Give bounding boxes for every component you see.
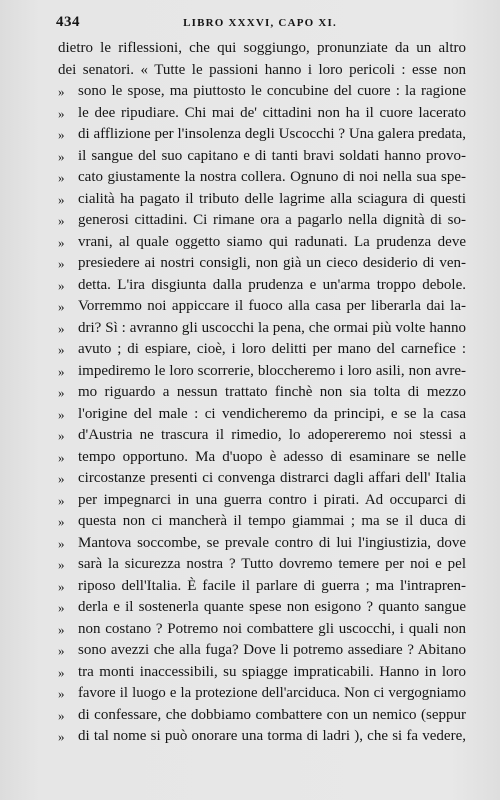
text-line (58, 253, 466, 275)
line-text: Vorremmo noi appiccare il fuoco alla casa per liberarla dai la- (78, 298, 466, 314)
line-text: sono avezzi che alla fuga? Dove li potremo assediare ? Abitano (78, 642, 466, 658)
line-text: derla e il sostenerla quante spese non esigono ? quanto sangue (78, 599, 466, 615)
line-text: di tal nome si può onorare una torma di ladri ), che si fa vedere, (78, 728, 466, 744)
quote-mark: » (58, 213, 65, 228)
line-text: impediremo le loro scorrerie, bloccheremo i loro asili, non avre- (78, 362, 466, 379)
quote-mark: » (58, 600, 65, 615)
quote-mark: » (58, 320, 65, 336)
text-line (58, 38, 466, 60)
quote-mark: » (58, 191, 65, 207)
text-line (58, 597, 466, 619)
line-text: dei senatori. « Tutte le passioni hanno i loro pericoli : esse non (58, 61, 466, 78)
text-line (58, 533, 466, 555)
quote-mark: » (58, 514, 65, 529)
text-line (58, 167, 466, 189)
text-line (58, 60, 466, 82)
quote-mark: » (58, 277, 65, 293)
text-line (58, 210, 466, 232)
line-text: riposo dell'Italia. È facile il parlare di guerra ; ma l'intrapren- (78, 577, 466, 594)
line-text: non costano ? Potremo noi combattere gli uscocchi, i quali non (78, 620, 466, 637)
line-text: tempo opportuno. Ma d'uopo è adesso di esaminare se nelle (78, 448, 466, 465)
quote-mark: » (58, 84, 65, 99)
text-line (58, 576, 466, 598)
quote-mark: » (58, 363, 65, 379)
text-line (58, 640, 466, 662)
text-line (58, 554, 466, 576)
page-header (56, 14, 464, 34)
quote-mark: » (58, 406, 65, 422)
line-text: il sangue del suo capitano e di tanti bravi soldati hanno provo- (78, 147, 466, 164)
quote-mark: » (58, 449, 65, 465)
quote-mark: » (58, 664, 65, 680)
line-text: di confessare, che dobbiamo combattere con un nemico (seppur (78, 706, 466, 723)
quote-mark: » (58, 385, 65, 400)
quote-mark: » (58, 256, 65, 271)
text-line (58, 339, 466, 361)
quote-mark: » (58, 170, 65, 185)
text-line (58, 81, 466, 103)
text-line (58, 705, 466, 727)
line-text: vrani, al quale oggetto siamo qui radunati. La prudenza deve (78, 233, 466, 250)
text-line (58, 726, 466, 748)
line-text: presiedere ai nostri consigli, non già un cieco desiderio di ven- (78, 255, 466, 271)
line-text: avuto ; di espiare, cioè, i loro delitti per mano del carnefice : (78, 341, 466, 357)
text-line (58, 189, 466, 211)
text-line (58, 124, 466, 146)
line-text: favore il luogo e la protezione dell'arciduca. Non ci vergogniamo (78, 685, 466, 701)
quote-mark: » (58, 342, 65, 357)
line-text: le dee ripudiare. Chi mai de' cittadini non ha il cuore lacerato (78, 104, 466, 121)
text-line (58, 619, 466, 641)
line-text: circostanze presenti ci convenga distrarci dagli affari dell' Italia (78, 470, 466, 486)
quote-mark: » (58, 707, 65, 723)
quote-mark: » (58, 643, 65, 658)
running-head: LIBRO XXXVI, CAPO XI. (183, 17, 337, 29)
line-text: cato giustamente la nostra collera. Ognuno di noi nella sua spe- (78, 169, 466, 185)
text-line (58, 662, 466, 684)
line-text: tra monti inaccessibili, su spiagge impraticabili. Hanno in loro (78, 663, 466, 680)
quote-mark: » (58, 729, 65, 744)
line-text: generosi cittadini. Ci rimane ora a pagarlo nella dignità di so- (78, 212, 466, 228)
text-line (58, 511, 466, 533)
line-text: dietro le riflessioni, che qui soggiungo, pronunziate da un altro (58, 40, 466, 56)
line-text: per impegnarci in una guerra contro i pirati. Ad occuparci di (78, 491, 466, 508)
text-line (58, 275, 466, 297)
text-line (58, 382, 466, 404)
quote-mark: » (58, 621, 65, 637)
text-line (58, 146, 466, 168)
text-line (58, 103, 466, 125)
body-text (58, 38, 466, 748)
line-text: sarà la sicurezza nostra ? Tutto dovremo temere per noi e pel (78, 556, 466, 572)
text-line (58, 683, 466, 705)
quote-mark: » (58, 299, 65, 314)
quote-mark: » (58, 428, 65, 443)
text-line (58, 447, 466, 469)
quote-mark: » (58, 127, 65, 142)
line-text: detta. L'ira disgiunta dalla prudenza e un'arma troppo debole. (78, 276, 466, 293)
page-number: 434 (56, 14, 80, 30)
quote-mark: » (58, 148, 65, 164)
text-line (58, 425, 466, 447)
text-line (58, 232, 466, 254)
quote-mark: » (58, 535, 65, 551)
text-line (58, 468, 466, 490)
text-line (58, 296, 466, 318)
line-text: di afflizione per l'insolenza degli Uscocchi ? Una galera predata, (78, 126, 466, 142)
quote-mark: » (58, 471, 65, 486)
quote-mark: » (58, 557, 65, 572)
quote-mark: » (58, 686, 65, 701)
line-text: d'Austria ne trascura il rimedio, lo adopereremo noi stessi a (78, 427, 466, 443)
text-line (58, 490, 466, 512)
line-text: cialità ha pagato il tributo delle lagrime alla sciagura di questi (78, 190, 466, 207)
line-text: l'origine del male : ci vendicheremo da principi, e se la casa (78, 405, 466, 422)
quote-mark: » (58, 234, 65, 250)
line-text: mo riguardo a nessun trattato finchè non sia tolta di mezzo (78, 384, 466, 400)
text-line (58, 318, 466, 340)
text-line (58, 404, 466, 426)
line-text: sono le spose, ma piuttosto le concubine del cuore : la ragione (78, 83, 466, 99)
quote-mark: » (58, 105, 65, 121)
text-line (58, 361, 466, 383)
line-text: dri? Sì : avranno gli uscocchi la pena, che ormai più volte hanno (78, 319, 466, 336)
quote-mark: » (58, 492, 65, 508)
line-text: questa non ci mancherà il tempo giammai ; ma se il duca di (78, 513, 466, 529)
quote-mark: » (58, 578, 65, 594)
line-text: Mantova soccombe, se prevale contro di lui l'ingiustizia, dove (78, 534, 466, 551)
